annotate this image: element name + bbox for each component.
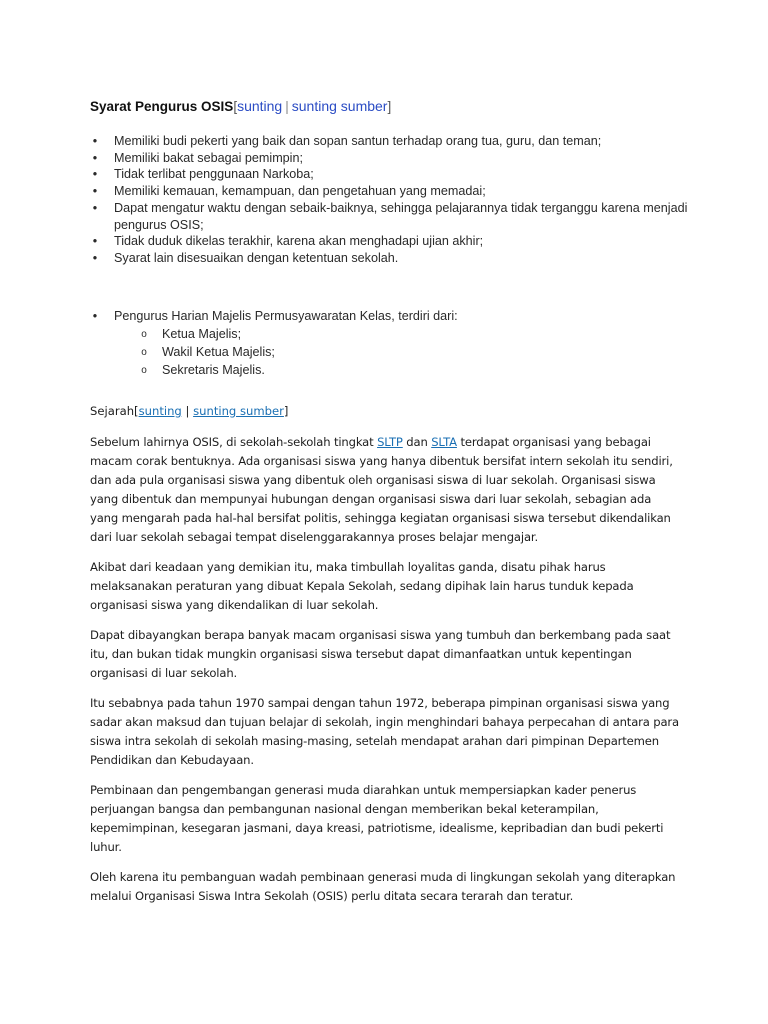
bullet-icon: •: [92, 167, 98, 182]
bullet-icon: •: [92, 200, 98, 215]
edit-separator: |: [185, 404, 190, 418]
paragraph: Dapat dibayangkan berapa banyak macam organisasi siswa yang tumbuh dan berkembang pada saat itu, dan bukan tidak mungkin organisasi siswa tersebut dapat dimanfaatkan untuk kepentingan organisasi di luar sekolah.: [90, 628, 671, 680]
sub-list-item: o Sekretaris Majelis.: [114, 361, 690, 379]
paragraph: Oleh karena itu pembanguan wadah pembinaan generasi muda di lingkungan sekolah yang diterapkan melalui Organisasi Siswa Intra Sekolah (OSIS) perlu ditata secara terarah dan teratur.: [90, 870, 676, 903]
list-item: • Memiliki budi pekerti yang baik dan sopan santun terhadap orang tua, guru, dan teman;: [90, 133, 690, 150]
bracket-open: [: [233, 99, 238, 114]
council-list: [90, 308, 690, 379]
bracket-close: ]: [387, 99, 392, 114]
paragraph: Sebelum lahirnya OSIS, di sekolah-sekolah tingkat SLTP dan SLTA terdapat organisasi yang bebagai macam corak bentuknya. Ada organisasi siswa yang hanya dibentuk bersifat intern sekolah itu sendiri, dan ada pula organisasi siswa yang dibentuk oleh organisasi siswa di luar sekolah. Organisasi siswa yang dibentuk dan mempunyai hubungan dengan organisasi siswa dari luar sekolah, sebagian ada yang mengarah pada hal-hal bersifat politis, sehingga kegiatan organisasi siswa tersebut dikendalikan dari luar sekolah sebagai tempat diselenggarakannya proses belajar mengajar.: [90, 435, 673, 544]
section-heading-sejarah: [90, 404, 288, 418]
bracket-open: [: [134, 404, 139, 418]
list-item: • Pengurus Harian Majelis Permusyawaratan Kelas, terdiri dari: o Ketua Majelis; o Wakil Ketua Majelis; o Sekretaris Majelis.: [90, 308, 690, 379]
edit-link[interactable]: sunting: [138, 404, 182, 418]
paragraph: Akibat dari keadaan yang demikian itu, maka timbullah loyalitas ganda, disatu pihak harus melaksanakan peraturan yang dibuat Kepala Sekolah, sedang dipihak lain harus tunduk kepada organisasi siswa yang dikendalikan di luar sekolah.: [90, 560, 634, 612]
section-heading-syarat: [90, 98, 391, 114]
bullet-icon: •: [92, 234, 98, 249]
paragraph: Itu sebabnya pada tahun 1970 sampai dengan tahun 1972, beberapa pimpinan organisasi siswa yang sadar akan maksud dan tujuan belajar di sekolah, ingin menghindari bahaya perpecahan di antara para siswa intra sekolah di sekolah masing-masing, setelah mendapat arahan dari pimpinan Departemen Pendidikan dan Kebudayaan.: [90, 696, 679, 767]
bullet-icon: •: [92, 250, 98, 265]
paragraph: Pembinaan dan pengembangan generasi muda diarahkan untuk mempersiapkan kader penerus perjuangan bangsa dan pembangunan nasional dengan memberikan bekal keterampilan, kepemimpinan, kesegaran jasmani, daya kreasi, patriotisme, idealisme, kepribadian dan budi pekerti luhur.: [90, 783, 664, 854]
history-body: [90, 433, 680, 917]
edit-source-link[interactable]: sunting sumber: [291, 98, 388, 114]
edit-link[interactable]: sunting: [237, 98, 283, 114]
list-item: • Dapat mengatur waktu dengan sebaik-baiknya, sehingga pelajarannya tidak terganggu karena menjadi pengurus OSIS;: [90, 200, 690, 233]
list-item: • Memiliki kemauan, kemampuan, dan pengetahuan yang memadai;: [90, 183, 690, 200]
list-item: • Tidak terlibat penggunaan Narkoba;: [90, 166, 690, 183]
circle-bullet-icon: o: [141, 328, 147, 340]
edit-separator: |: [285, 99, 289, 114]
bullet-icon: •: [92, 184, 98, 199]
council-members-list: [114, 325, 690, 379]
slta-link[interactable]: SLTA: [431, 435, 457, 449]
section-title: Syarat Pengurus OSIS: [90, 99, 234, 114]
bracket-close: ]: [283, 404, 289, 418]
edit-source-link[interactable]: sunting sumber: [193, 404, 284, 418]
sub-list-item: o Wakil Ketua Majelis;: [114, 343, 690, 361]
bullet-icon: •: [92, 309, 98, 323]
list-item: • Tidak duduk dikelas terakhir, karena akan menghadapi ujian akhir;: [90, 233, 690, 250]
section-title: Sejarah: [90, 404, 135, 418]
sub-list-item: o Ketua Majelis;: [114, 325, 690, 343]
list-item: • Memiliki bakat sebagai pemimpin;: [90, 150, 690, 167]
bullet-icon: •: [92, 150, 98, 165]
requirements-list: [90, 133, 690, 267]
sltp-link[interactable]: SLTP: [377, 435, 403, 449]
circle-bullet-icon: o: [141, 346, 147, 358]
list-item: • Syarat lain disesuaikan dengan ketentuan sekolah.: [90, 250, 690, 267]
bullet-icon: •: [92, 134, 98, 148]
circle-bullet-icon: o: [141, 364, 147, 376]
